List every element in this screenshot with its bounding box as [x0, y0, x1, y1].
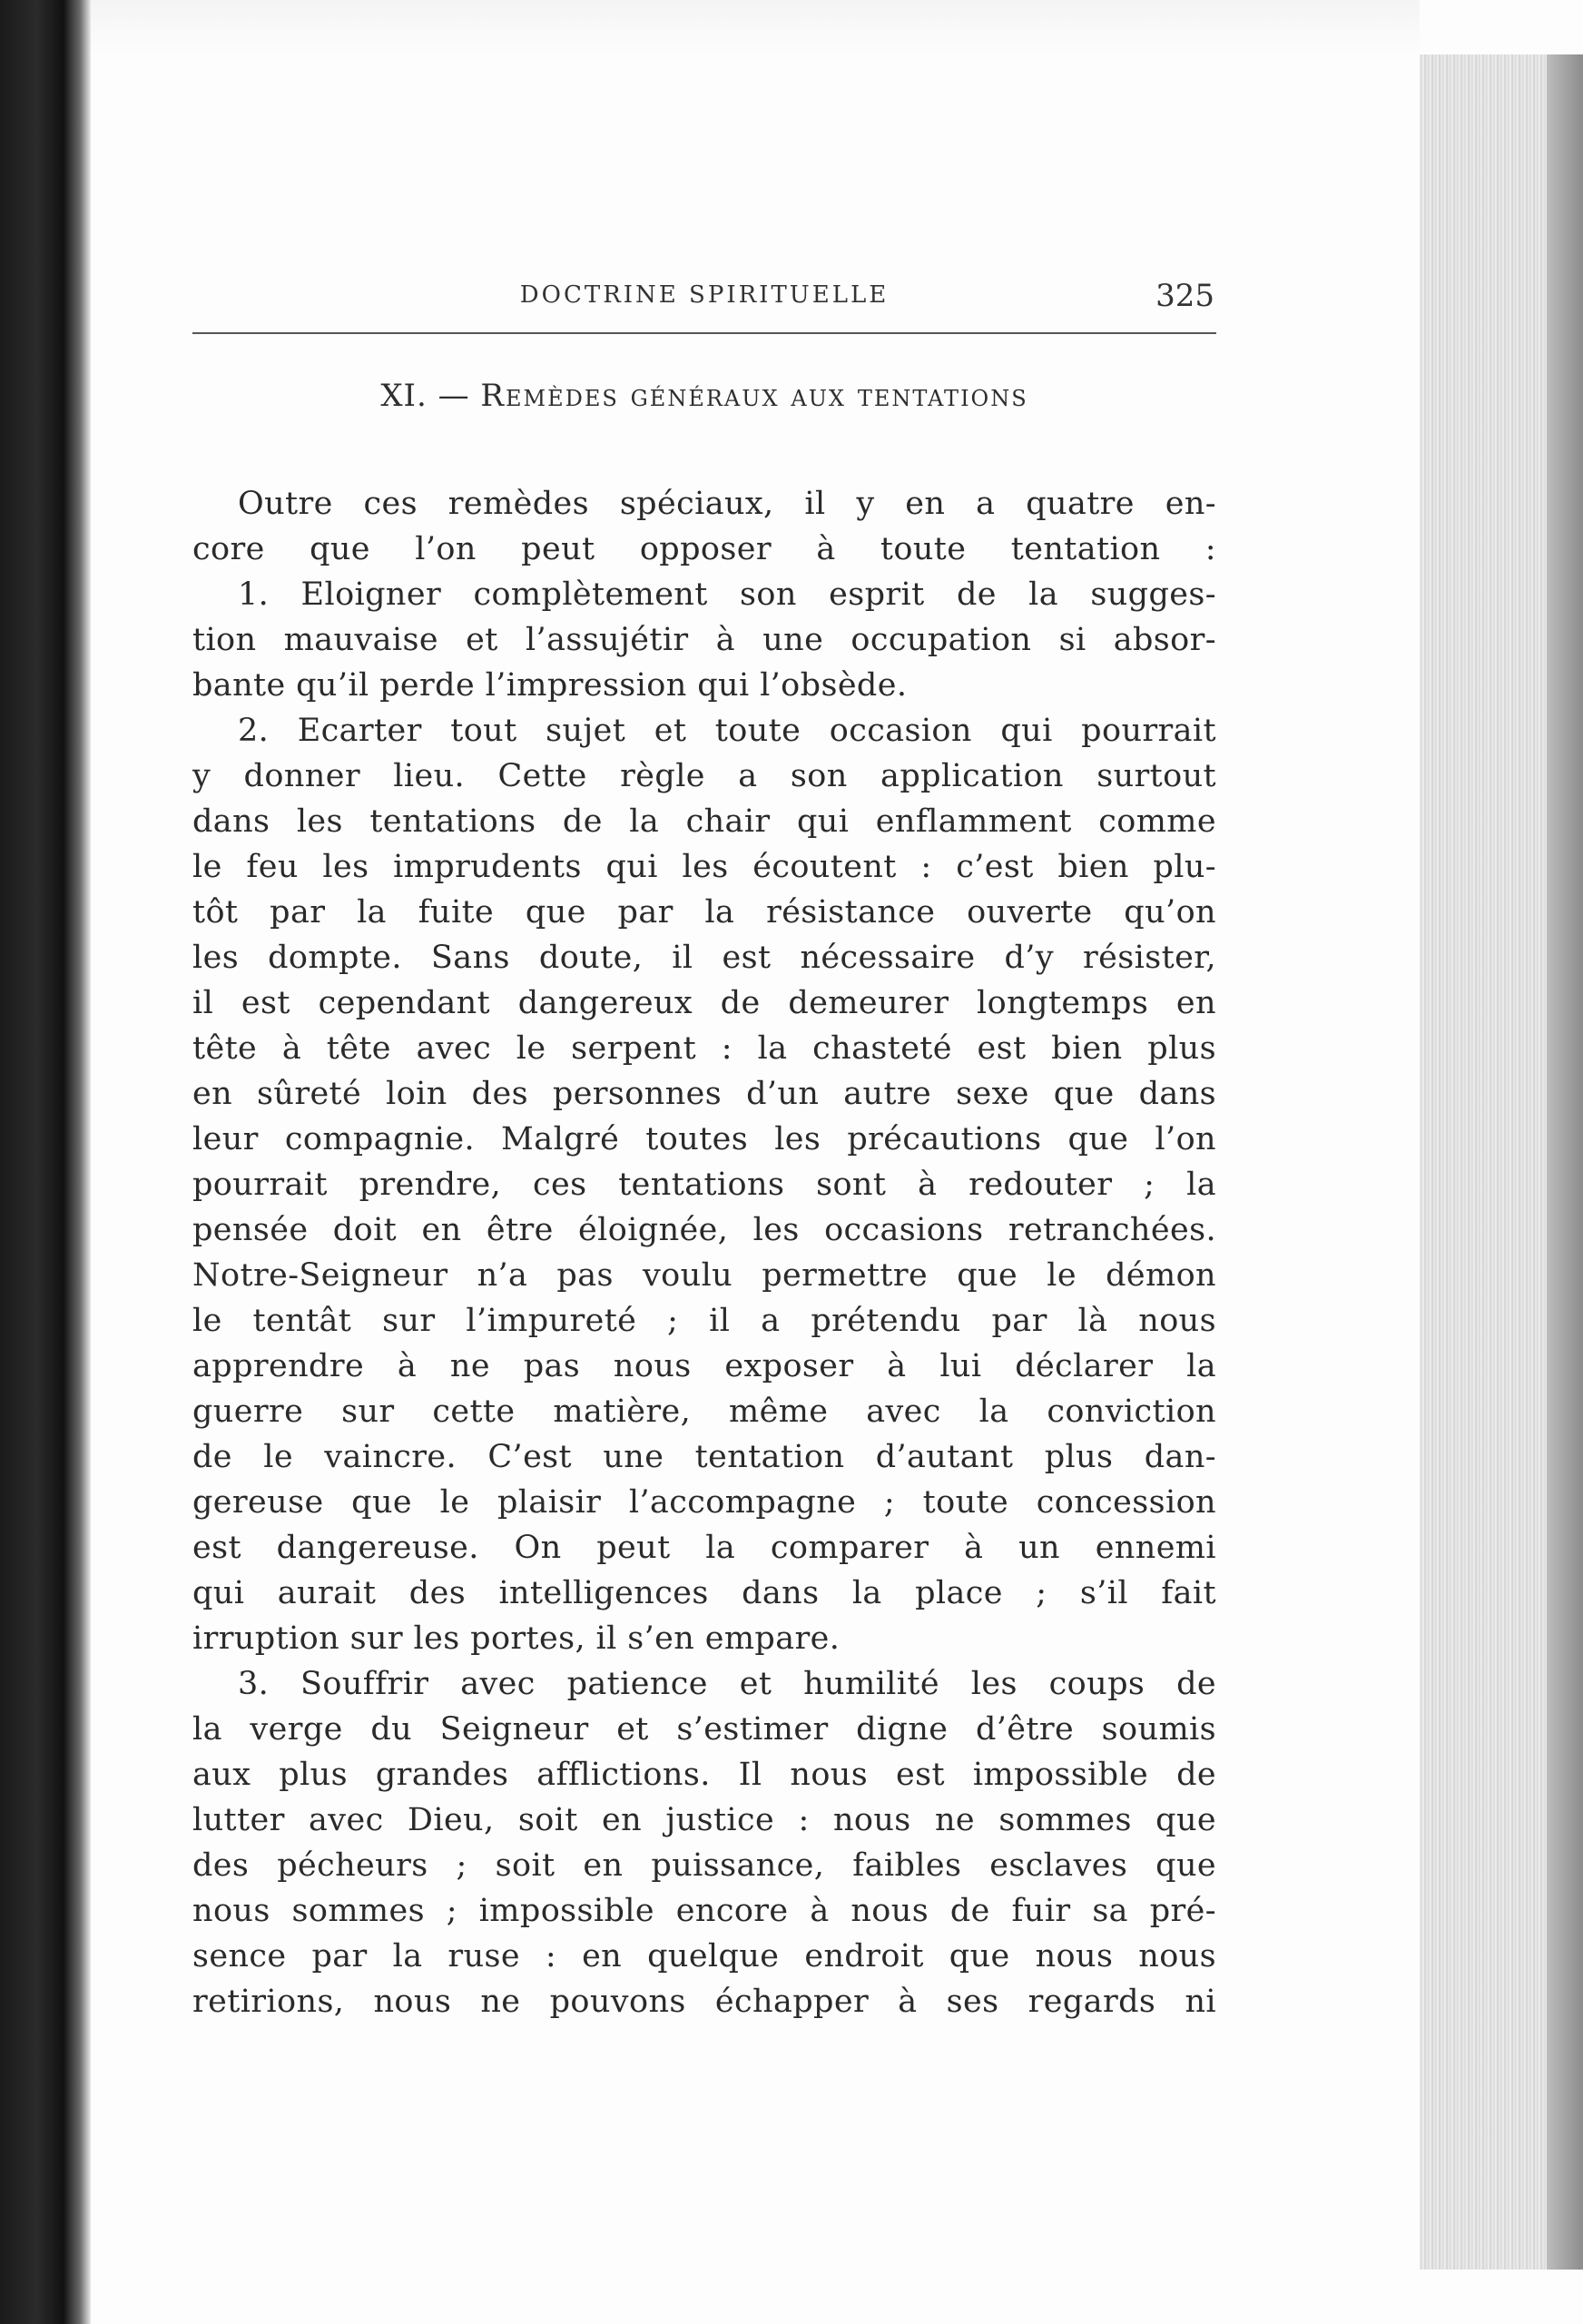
text-line: nous sommes ; impossible encore à nous de fuir sa pré- [192, 1893, 1216, 1929]
text-line: aux plus grandes afflictions. Il nous est impossible de [192, 1757, 1216, 1793]
header-rule [192, 332, 1216, 334]
text-line: en sûreté loin des personnes d’un autre sexe que dans [192, 1076, 1216, 1112]
text-line: le tentât sur l’impureté ; il a prétendu par là nous [192, 1303, 1216, 1339]
text-line: qui aurait des intelligences dans la place ; s’il fait [192, 1575, 1216, 1611]
text-line: 3. Souffrir avec patience et humilité les coups de [238, 1666, 1216, 1702]
text-line: tête à tête avec le serpent : la chasteté est bien plus [192, 1030, 1216, 1067]
text-line: gereuse que le plaisir l’accompagne ; toute concession [192, 1484, 1216, 1521]
text-line: il est cependant dangereux de demeurer longtemps en [192, 985, 1216, 1021]
text-line: lutter avec Dieu, soit en justice : nous ne sommes que [192, 1802, 1216, 1838]
text-line: de le vaincre. C’est une tentation d’autant plus dan- [192, 1439, 1216, 1475]
text-line: pensée doit en être éloignée, les occasions retranchées. [192, 1212, 1216, 1248]
text-line: irruption sur les portes, il s’en empare. [192, 1620, 841, 1657]
text-line: sence par la ruse : en quelque endroit que nous nous [192, 1938, 1216, 1974]
text-line: est dangereuse. On peut la comparer à un ennemi [192, 1530, 1216, 1566]
section-number: XI. — [380, 378, 470, 414]
text-line: pourrait prendre, ces tentations sont à redouter ; la [192, 1167, 1216, 1203]
page-number: 325 [1155, 278, 1214, 314]
text-line: dans les tentations de la chair qui enflamment comme [192, 803, 1216, 840]
text-line: le feu les imprudents qui les écoutent : c’est bien plu- [192, 849, 1216, 885]
text-line: guerre sur cette matière, même avec la conviction [192, 1393, 1216, 1430]
text-line: tôt par la fuite que par la résistance ouverte qu’on [192, 894, 1216, 931]
text-line: 1. Eloigner complètement son esprit de la sugges- [238, 576, 1216, 613]
running-head [192, 272, 1216, 327]
top-margin-shadow [91, 0, 1420, 54]
text-line: 2. Ecarter tout sujet et toute occasion qui pourrait [238, 713, 1216, 749]
text-line: core que l’on peut opposer à toute tentation : [192, 531, 1216, 567]
text-block [192, 272, 1216, 2024]
page-block-outer-edge [1547, 54, 1583, 2270]
text-line: apprendre à ne pas nous exposer à lui déclarer la [192, 1348, 1216, 1384]
text-line: la verge du Seigneur et s’estimer digne d’être soumis [192, 1711, 1216, 1748]
body-text [192, 481, 1216, 2024]
text-line: y donner lieu. Cette règle a son application surtout [192, 758, 1216, 794]
text-line: Outre ces remèdes spéciaux, il y en a quatre en- [238, 486, 1216, 522]
text-line: les dompte. Sans doute, il est nécessaire d’y résister, [192, 940, 1216, 976]
section-title: Remèdes généraux aux tentations [480, 378, 1028, 414]
text-line: tion mauvaise et l’assujétir à une occupation si absor- [192, 622, 1216, 658]
text-line: bante qu’il perde l’impression qui l’obsède. [192, 667, 908, 704]
running-title: DOCTRINE SPIRITUELLE [519, 281, 890, 309]
section-heading [192, 378, 1216, 414]
text-line: des pécheurs ; soit en puissance, faibles esclaves que [192, 1847, 1216, 1884]
text-line: retirions, nous ne pouvons échapper à ses regards ni [192, 1984, 1216, 2020]
book-binding [0, 0, 91, 2324]
text-line: Notre-Seigneur n’a pas voulu permettre que le démon [192, 1257, 1216, 1294]
text-line: leur compagnie. Malgré toutes les précautions que l’on [192, 1121, 1216, 1157]
